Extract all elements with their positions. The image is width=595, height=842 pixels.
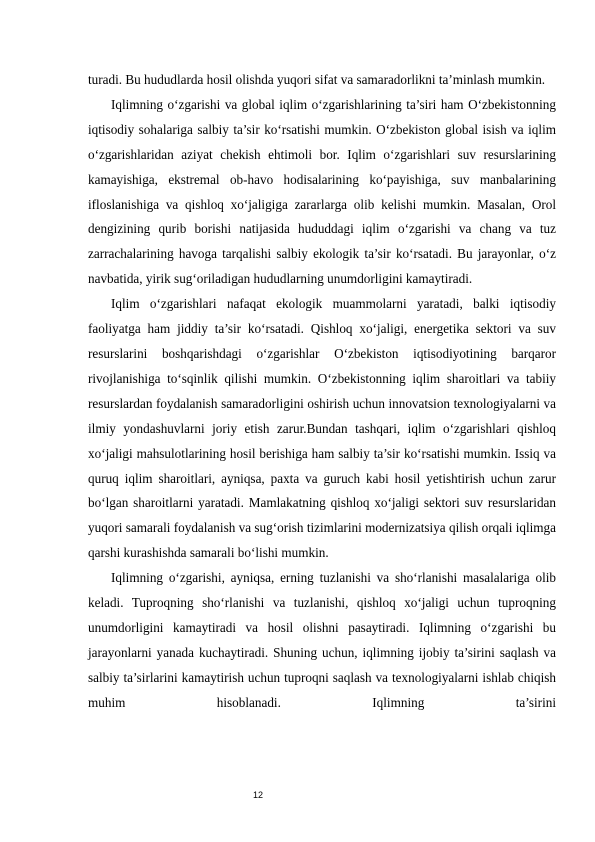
page-number: 12 [252,790,263,800]
paragraph-1: turadi. Bu hududlarda hosil olishda yuqori sifat va samaradorlikni ta’minlash mumkin. [88,72,546,87]
paragraph-4: Iqlimning o‘zgarishi, ayniqsa, erning tuzlanishi va sho‘rlanishi masalalariga olib keladi. Tuproqning sho‘rlanishi va tuzlanishi, qishloq xo‘jaligi uchun tuproqning unumdorligini kamaytiradi va hosil olishni pasaytiradi. Iqlimning o‘zgarishi bu jarayonlarni yanada kuchaytiradi. Shuning uchun, iqlimning ijobiy ta’sirini saqlash va salbiy ta’sirlarini kamaytirish uchun tuproqni saqlash va texnologiyalarni ishlab chiqish muhim hisoblanadi. Iqlimning ta’sirini [88,570,556,710]
document-body [88,68,556,716]
paragraph-3: Iqlim o‘zgarishlari nafaqat ekologik muammolarni yaratadi, balki iqtisodiy faoliyatga ham jiddiy ta’sir ko‘rsatadi. Qishloq xo‘jaligi, energetika sektori va suv resurslarini boshqarishdagi o‘zgarishlar O‘zbekiston iqtisodiyotining barqaror rivojlanishiga to‘sqinlik qilishi mumkin. O‘zbekistonning iqlim sharoitlari va tabiiy resurslardan foydalanish samaradorligini oshirish uchun innovatsion texnologiyalarni va ilmiy yondashuvlarni joriy etish zarur.Bundan tashqari, iqlim o‘zgarishlari qishloq xo‘jaligi mahsulotlarining hosil berishiga ham salbiy ta’sir ko‘rsatishi mumkin. Issiq va quruq iqlim sharoitlari, ayniqsa, paxta va guruch kabi hosil yetishtirish uchun zarur bo‘lgan sharoitlarni yaratadi. Mamlakatning qishloq xo‘jaligi sektori suv resurslaridan yuqori samarali foydalanish va sug‘orish tizimlarini modernizatsiya qilish orqali iqlimga qarshi kurashishda samarali bo‘lishi mumkin. [88,296,556,561]
paragraph-2: Iqlimning o‘zgarishi va global iqlim o‘zgarishlarining ta’siri ham O‘zbekistonning iqtisodiy sohalariga salbiy ta’sir ko‘rsatishi mumkin. O‘zbekiston global isish va iqlim o‘zgarishlaridan aziyat chekish ehtimoli bor. Iqlim o‘zgarishlari suv resurslarining kamayishiga, ekstremal ob-havo hodisalarining ko‘payishiga, suv manbalarining ifloslanishiga va qishloq xo‘jaligiga zararlarga olib kelishi mumkin. Masalan, Orol dengizining qurib borishi natijasida hududdagi iqlim o‘zgarishi va chang va tuz zarrachalarining havoga tarqalishi salbiy ekologik ta’sir ko‘rsatadi. Bu jarayonlar, o‘z navbatida, yirik sug‘oriladigan hududlarning unumdorligini kamaytiradi. [88,96,556,287]
